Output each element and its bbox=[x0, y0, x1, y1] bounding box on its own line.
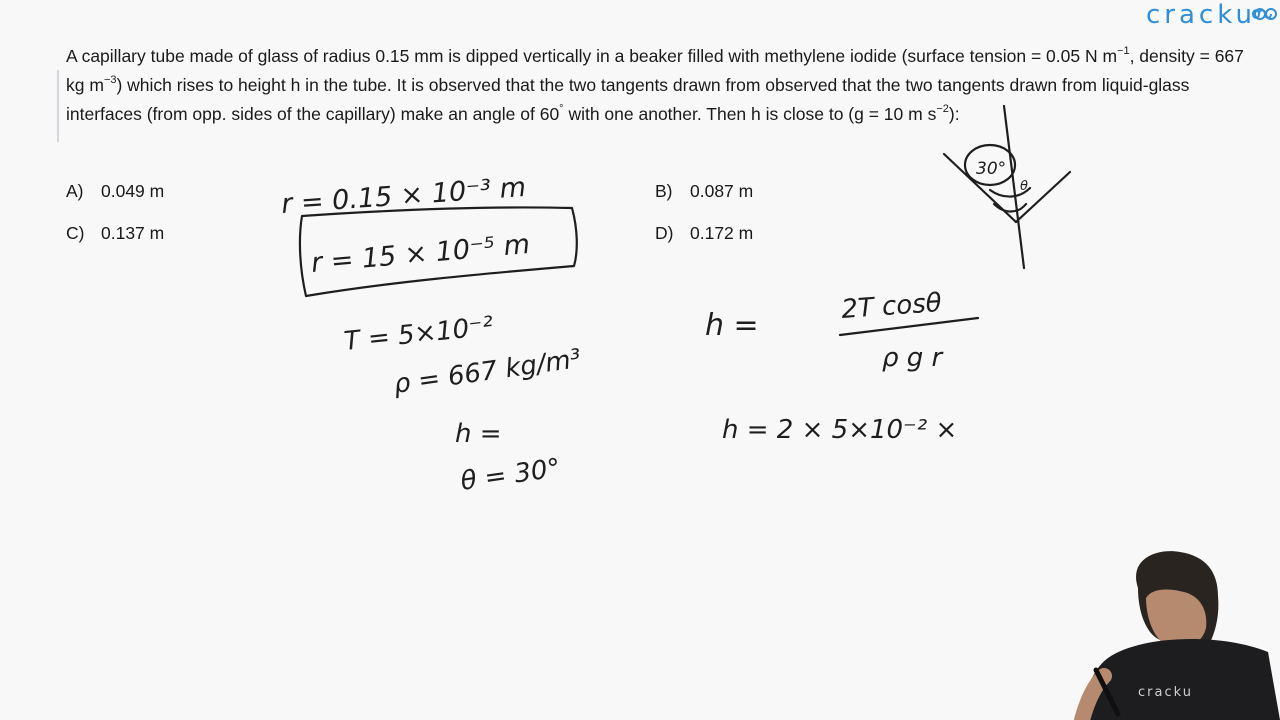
instructor-figure bbox=[1068, 548, 1280, 720]
option-label: D) bbox=[655, 223, 674, 243]
hw-formula-lhs: h = bbox=[705, 308, 759, 343]
option-value: 0.137 m bbox=[101, 223, 165, 243]
option-label: B) bbox=[655, 181, 673, 201]
option-value: 0.049 m bbox=[101, 181, 165, 201]
question-text: A capillary tube made of glass of radius 0.15 mm is dipped vertically in a beaker filled with methylene iodide (surface tension = 0.05 N $m^{-1}$, density = 667 kg $m^{-3}$) which rises to height h in the tube. It is observed that the two tangents drawn from observed that the two tangents drawn from liquid-glass interfaces (from opp. sides of the capillary) make an angle of 60° with one another. Then h is close to (g = 10 m $s^{-2}$): bbox=[66, 45, 1244, 124]
hw-radius-mm: r = 0.15 × 10⁻³ m bbox=[280, 171, 528, 220]
hw-density: ρ = 667 kg/m³ bbox=[391, 343, 583, 400]
hw-surface-tension: T = 5×10⁻² bbox=[342, 311, 495, 357]
hw-angle-label: 30° bbox=[976, 159, 1007, 179]
option-label: C) bbox=[66, 223, 85, 243]
hw-angle-small: θ bbox=[1020, 179, 1028, 194]
hw-theta: θ = 30° bbox=[458, 453, 563, 497]
shirt-brand-text: cracku bbox=[1138, 685, 1193, 700]
hw-formula-numerator: 2T cosθ bbox=[840, 288, 943, 325]
option-value: 0.087 m bbox=[690, 181, 754, 201]
option-label: A) bbox=[66, 181, 84, 201]
hw-substitution: h = 2 × 5×10⁻² × bbox=[722, 415, 958, 445]
option-value: 0.172 m bbox=[690, 223, 754, 243]
hw-formula-denominator: ρ g r bbox=[882, 343, 943, 373]
hw-radius-m: r = 15 × 10⁻⁵ m bbox=[309, 228, 532, 279]
hw-h-blank: h = bbox=[455, 419, 502, 449]
brand-logo: cracku bbox=[1146, 0, 1256, 30]
